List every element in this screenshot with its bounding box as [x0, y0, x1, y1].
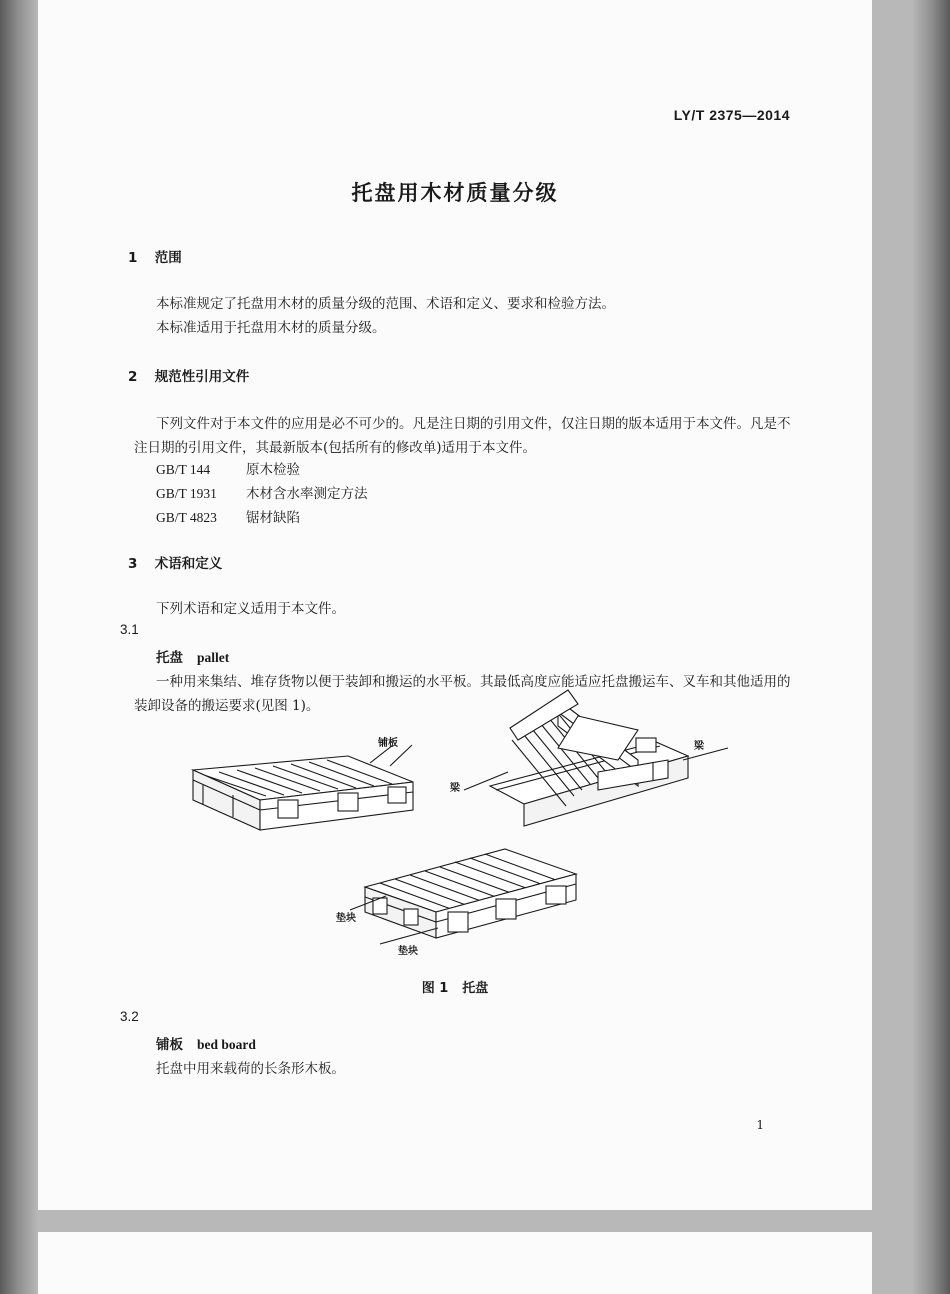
reference-title: 木材含水率测定方法 [246, 486, 368, 502]
term-zh: 铺板 [156, 1037, 183, 1053]
paragraph: 下列术语和定义适用于本文件。 [156, 601, 345, 617]
standard-number: LY/T 2375—2014 [673, 107, 790, 123]
term-number: 3.2 [120, 1009, 139, 1024]
section-number: 3 [128, 556, 138, 572]
reference-code: GB/T 4823 [156, 510, 217, 525]
figure-label-stringer-right: 梁 [694, 741, 704, 752]
figure-label-block-lower: 垫块 [398, 946, 418, 957]
paragraph: 本标准适用于托盘用木材的质量分级。 [156, 320, 386, 336]
figure-label-stringer-left: 梁 [450, 783, 460, 794]
section-title: 规范性引用文件 [154, 369, 250, 385]
pallet-figure [38, 0, 872, 1000]
term-number: 3.1 [120, 622, 139, 637]
reference-title: 锯材缺陷 [246, 510, 300, 526]
term-definition: 一种用来集结、堆存货物以便于装卸和搬运的水平板。其最低高度应能适应托盘搬运车、叉车和其他适用的装卸设备的搬运要求(见图 1)。 [134, 674, 791, 714]
pallet-block-illustration [365, 849, 576, 938]
document-title: 托盘用木材质量分级 [351, 181, 559, 205]
figure-caption-text: 托盘 [462, 981, 489, 996]
figure-label-bed-board: 铺板 [378, 738, 398, 749]
figure-caption [38, 977, 872, 996]
paragraph: 本标准规定了托盘用木材的质量分级的范围、术语和定义、要求和检验方法。 [156, 296, 615, 312]
term-zh: 托盘 [156, 650, 183, 666]
term-en: bed board [197, 1037, 256, 1052]
reference-code: GB/T 1931 [156, 486, 217, 501]
term-definition: 托盘中用来载荷的长条形木板。 [156, 1061, 345, 1077]
pallet-underside-illustration [490, 690, 688, 826]
section-title: 术语和定义 [154, 556, 223, 572]
reference-code: GB/T 144 [156, 462, 211, 477]
figure-label-block-upper: 垫块 [336, 913, 356, 924]
page-number: 1 [756, 1118, 764, 1132]
section-number: 2 [128, 369, 138, 385]
document-page [38, 0, 872, 1210]
figure-number: 图 1 [421, 981, 449, 996]
paragraph: 下列文件对于本文件的应用是必不可少的。凡是注日期的引用文件，仅注日期的版本适用于本文件。凡是不注日期的引用文件，其最新版本(包括所有的修改单)适用于本文件。 [134, 416, 791, 456]
pallet-top-view-illustration [193, 756, 413, 830]
reference-title: 原木检验 [246, 462, 300, 478]
section-title: 范围 [154, 250, 182, 266]
section-number: 1 [128, 250, 138, 266]
next-page [38, 1232, 872, 1294]
term-en: pallet [197, 650, 230, 665]
term-heading [156, 1033, 256, 1053]
